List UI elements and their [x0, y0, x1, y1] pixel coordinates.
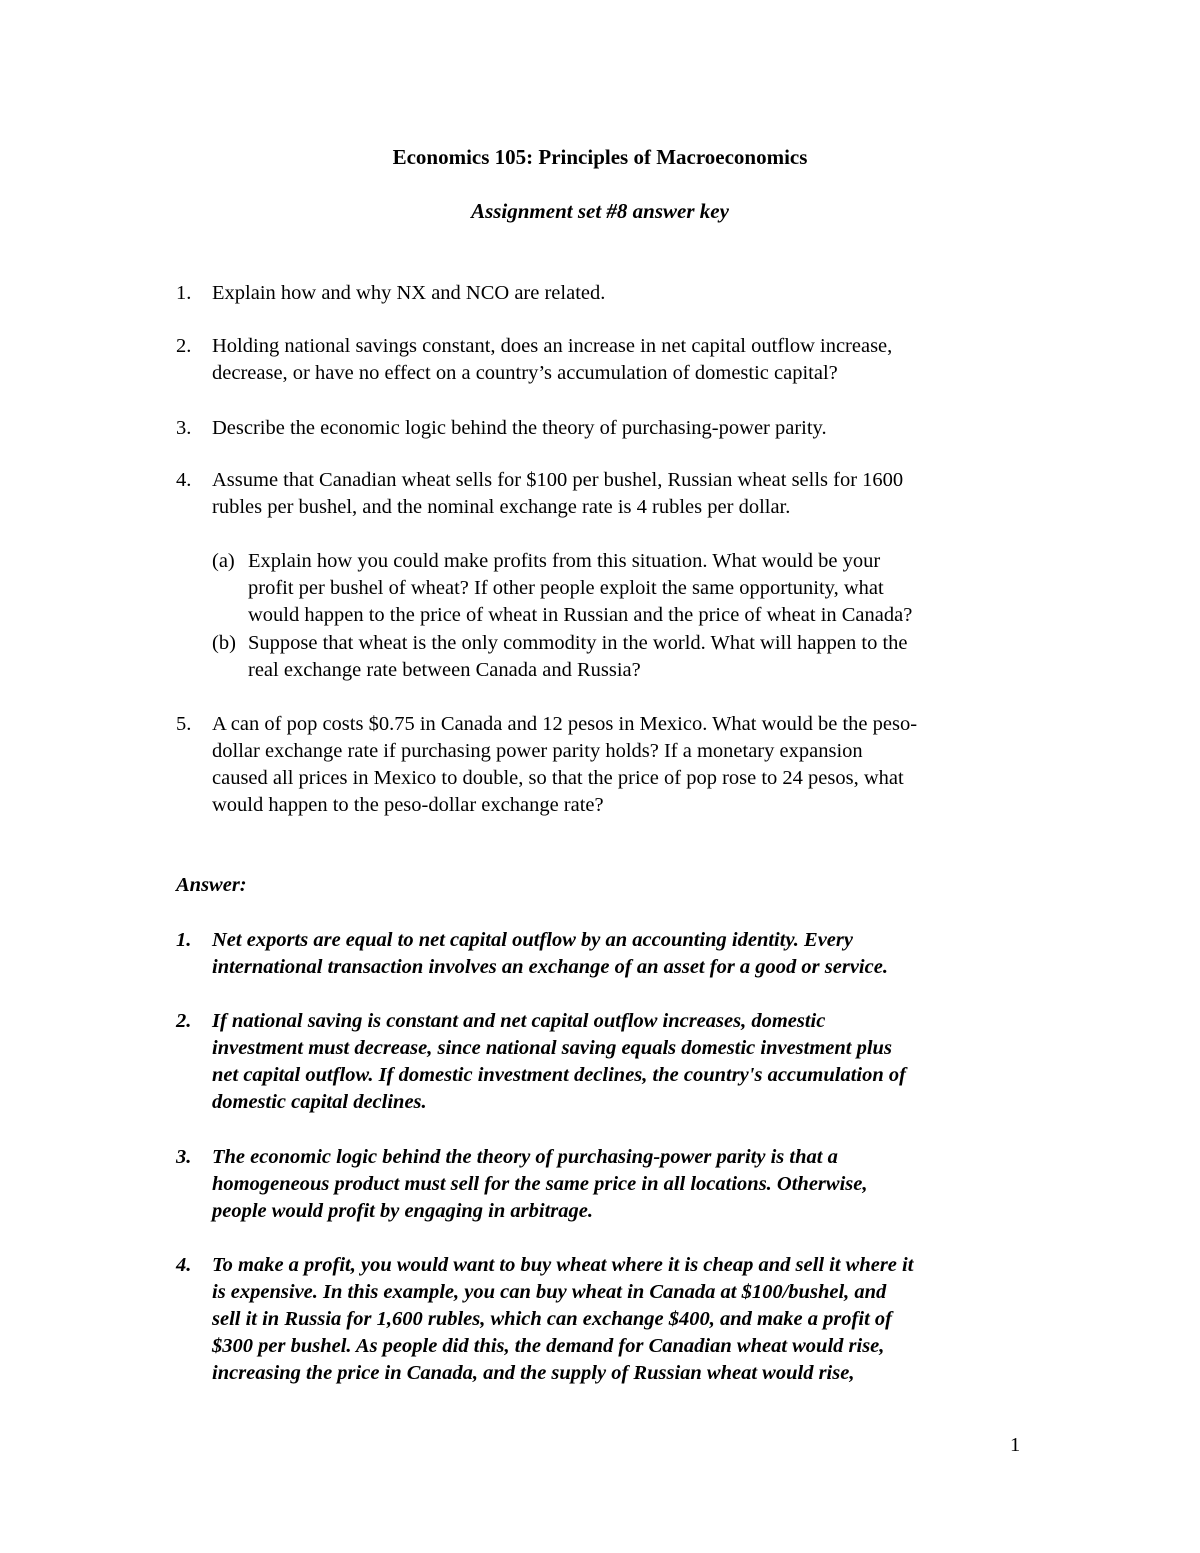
answer-line: $300 per bushel. As people did this, the demand for Canadian wheat would rise,	[212, 1335, 885, 1357]
question-number: 3.	[176, 417, 192, 439]
answer-number: 4.	[176, 1254, 192, 1276]
answer-line: people would profit by engaging in arbitrage.	[212, 1200, 593, 1222]
answer-line: If national saving is constant and net capital outflow increases, domestic	[212, 1010, 826, 1032]
page-number: 1	[1010, 1434, 1021, 1456]
question-line: Describe the economic logic behind the theory of purchasing-power parity.	[212, 417, 827, 439]
part-line: Explain how you could make profits from this situation. What would be your	[248, 550, 881, 572]
question-line: A can of pop costs $0.75 in Canada and 12 pesos in Mexico. What would be the peso-	[212, 713, 918, 735]
question-line: Assume that Canadian wheat sells for $100 per bushel, Russian wheat sells for 1600	[212, 469, 904, 491]
answer-line: net capital outflow. If domestic investment declines, the country's accumulation of	[212, 1064, 906, 1086]
question-text	[212, 711, 1042, 819]
answer-number: 2.	[176, 1010, 192, 1032]
question-line: dollar exchange rate if purchasing power parity holds? If a monetary expansion	[212, 740, 863, 762]
question-text	[212, 333, 1042, 387]
part-line: profit per bushel of wheat? If other people exploit the same opportunity, what	[248, 577, 884, 599]
document-subtitle: Assignment set #8 answer key	[471, 199, 729, 223]
answer-line: The economic logic behind the theory of purchasing-power parity is that a	[212, 1146, 838, 1168]
answer-line: international transaction involves an exchange of an asset for a good or service.	[212, 956, 888, 978]
document-title: Economics 105: Principles of Macroeconomics	[392, 145, 808, 169]
answer-text	[212, 927, 1042, 981]
part-line: Suppose that wheat is the only commodity in the world. What will happen to the	[248, 632, 908, 654]
question-line: rubles per bushel, and the nominal exchange rate is 4 rubles per dollar.	[212, 496, 791, 518]
answer-line: homogeneous product must sell for the same price in all locations. Otherwise,	[212, 1173, 868, 1195]
answer-line: domestic capital declines.	[212, 1091, 427, 1113]
question-number: 4.	[176, 469, 192, 491]
answer-line: increasing the price in Canada, and the supply of Russian wheat would rise,	[212, 1362, 855, 1384]
answer-line: To make a profit, you would want to buy wheat where it is cheap and sell it where it	[212, 1254, 914, 1276]
question-line: Explain how and why NX and NCO are related.	[212, 282, 606, 304]
question-number: 5.	[176, 713, 192, 735]
answer-number: 3.	[176, 1146, 192, 1168]
part-line: would happen to the price of wheat in Russian and the price of wheat in Canada?	[248, 604, 913, 626]
answer-number: 1.	[176, 929, 192, 951]
part-label: (a)	[212, 550, 235, 572]
part-line: real exchange rate between Canada and Russia?	[248, 659, 641, 681]
question-line: would happen to the peso-dollar exchange rate?	[212, 794, 604, 816]
question-line: caused all prices in Mexico to double, so that the price of pop rose to 24 pesos, what	[212, 767, 904, 789]
question-text	[212, 467, 1042, 521]
question-text	[212, 415, 1042, 442]
question-line: decrease, or have no effect on a country’s accumulation of domestic capital?	[212, 362, 838, 384]
question-text	[212, 280, 1042, 307]
answer-line: is expensive. In this example, you can buy wheat in Canada at $100/bushel, and	[212, 1281, 887, 1303]
answer-text	[212, 1252, 1042, 1387]
question-line: Holding national savings constant, does an increase in net capital outflow increase,	[212, 335, 893, 357]
part-text	[248, 548, 1048, 629]
question-number: 1.	[176, 282, 192, 304]
question-number: 2.	[176, 335, 192, 357]
answer-line: sell it in Russia for 1,600 rubles, which can exchange $400, and make a profit of	[212, 1308, 892, 1330]
answer-text	[212, 1008, 1042, 1116]
answers-heading: Answer:	[176, 874, 247, 896]
answer-text	[212, 1144, 1042, 1225]
part-label: (b)	[212, 632, 236, 654]
part-text	[248, 630, 1048, 684]
answer-line: investment must decrease, since national saving equals domestic investment plus	[212, 1037, 892, 1059]
answer-line: Net exports are equal to net capital outflow by an accounting identity. Every	[212, 929, 853, 951]
